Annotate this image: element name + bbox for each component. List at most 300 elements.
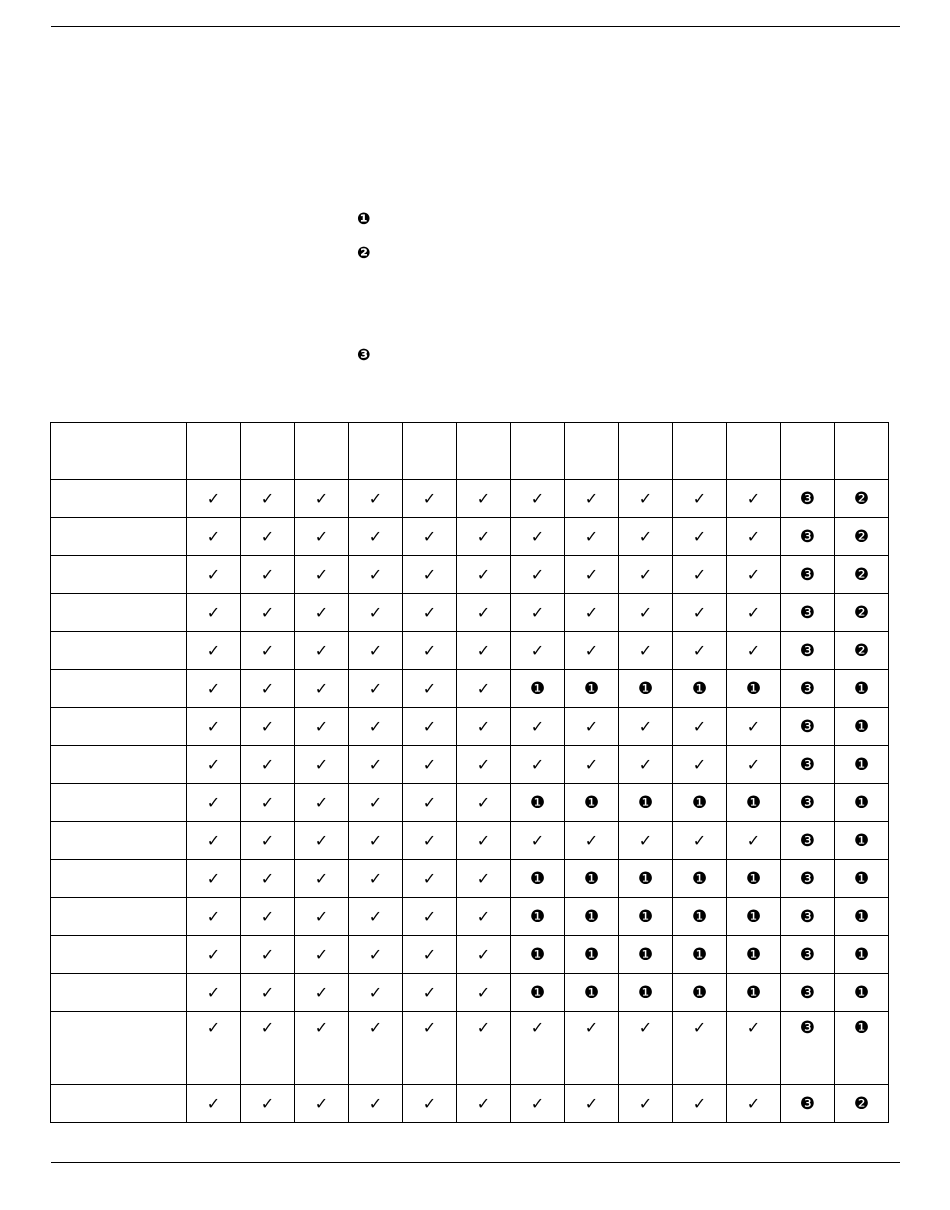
check-mark-icon: ✓ <box>206 793 221 812</box>
check-mark-icon: ✓ <box>746 641 761 660</box>
check-mark-icon: ✓ <box>422 679 437 698</box>
check-mark-icon: ✓ <box>476 869 491 888</box>
check-mark-icon: ✓ <box>584 641 599 660</box>
table-cell <box>727 632 781 670</box>
column-header <box>403 423 457 480</box>
table-cell <box>619 670 673 708</box>
table-cell <box>511 746 565 784</box>
check-mark-icon: ✓ <box>692 1018 707 1037</box>
check-mark-icon: ✓ <box>692 565 707 584</box>
table-row <box>51 594 889 632</box>
footnote-marker: ❷ <box>853 602 870 623</box>
table-cell <box>349 632 403 670</box>
table-cell <box>295 784 349 822</box>
check-mark-icon: ✓ <box>368 679 383 698</box>
table-cell <box>241 898 295 936</box>
check-mark-icon: ✓ <box>530 1018 545 1037</box>
row-label <box>51 518 187 556</box>
footnote-marker: ❸ <box>799 640 816 661</box>
table-cell <box>241 822 295 860</box>
table-row <box>51 822 889 860</box>
check-mark-icon: ✓ <box>584 489 599 508</box>
footnote-marker: ❶ <box>853 868 870 889</box>
check-mark-icon: ✓ <box>260 717 275 736</box>
check-mark-icon: ✓ <box>368 945 383 964</box>
check-mark-icon: ✓ <box>422 945 437 964</box>
column-header <box>241 423 295 480</box>
column-header <box>349 423 403 480</box>
table-cell <box>619 860 673 898</box>
check-mark-icon: ✓ <box>206 489 221 508</box>
table-cell <box>241 860 295 898</box>
table-cell <box>457 1085 511 1123</box>
check-mark-icon: ✓ <box>746 755 761 774</box>
row-label <box>51 1085 187 1123</box>
table-cell <box>565 556 619 594</box>
check-mark-icon: ✓ <box>260 641 275 660</box>
table-cell <box>349 1012 403 1085</box>
check-mark-icon: ✓ <box>476 603 491 622</box>
table-cell <box>403 594 457 632</box>
check-mark-icon: ✓ <box>314 641 329 660</box>
table-cell <box>565 974 619 1012</box>
table-cell <box>511 936 565 974</box>
table-cell <box>295 822 349 860</box>
table-cell <box>673 898 727 936</box>
footnote-marker: ❶ <box>637 944 654 965</box>
table-cell <box>565 936 619 974</box>
table-cell <box>187 784 241 822</box>
table-cell <box>727 936 781 974</box>
footnote-marker: ❶ <box>637 906 654 927</box>
table-cell <box>727 708 781 746</box>
table-cell <box>187 822 241 860</box>
footnote-marker: ❶ <box>691 982 708 1003</box>
check-mark-icon: ✓ <box>692 755 707 774</box>
table-cell <box>727 784 781 822</box>
table-cell <box>673 974 727 1012</box>
check-mark-icon: ✓ <box>530 603 545 622</box>
table-cell <box>511 518 565 556</box>
table-cell <box>835 860 889 898</box>
table-cell <box>565 518 619 556</box>
table-cell <box>295 556 349 594</box>
check-mark-icon: ✓ <box>368 1018 383 1037</box>
table-cell <box>619 784 673 822</box>
column-header <box>511 423 565 480</box>
check-mark-icon: ✓ <box>584 603 599 622</box>
check-mark-icon: ✓ <box>314 603 329 622</box>
table-cell <box>349 974 403 1012</box>
table-cell <box>241 670 295 708</box>
check-mark-icon: ✓ <box>206 1094 221 1113</box>
table-cell <box>187 1085 241 1123</box>
row-label <box>51 708 187 746</box>
check-mark-icon: ✓ <box>476 983 491 1002</box>
table-cell <box>295 708 349 746</box>
table-cell <box>565 784 619 822</box>
check-mark-icon: ✓ <box>476 717 491 736</box>
table-cell <box>727 974 781 1012</box>
check-mark-icon: ✓ <box>692 641 707 660</box>
table-cell <box>565 480 619 518</box>
check-mark-icon: ✓ <box>206 527 221 546</box>
table-row <box>51 670 889 708</box>
check-mark-icon: ✓ <box>314 1018 329 1037</box>
table-cell <box>835 898 889 936</box>
check-mark-icon: ✓ <box>368 793 383 812</box>
table-cell <box>673 936 727 974</box>
check-mark-icon: ✓ <box>314 983 329 1002</box>
check-mark-icon: ✓ <box>746 527 761 546</box>
check-mark-icon: ✓ <box>314 945 329 964</box>
table-cell <box>511 974 565 1012</box>
table-cell <box>403 898 457 936</box>
check-mark-icon: ✓ <box>692 1094 707 1113</box>
table-cell <box>295 1012 349 1085</box>
check-mark-icon: ✓ <box>314 755 329 774</box>
footnote-marker: ❸ <box>799 1018 816 1038</box>
table-cell <box>781 708 835 746</box>
table-cell <box>835 670 889 708</box>
check-mark-icon: ✓ <box>746 603 761 622</box>
table-cell <box>241 518 295 556</box>
check-mark-icon: ✓ <box>530 641 545 660</box>
table-cell <box>403 518 457 556</box>
column-header <box>187 423 241 480</box>
check-mark-icon: ✓ <box>422 641 437 660</box>
footnote-marker: ❶ <box>745 678 762 699</box>
row-label <box>51 784 187 822</box>
check-mark-icon: ✓ <box>368 603 383 622</box>
footnote-marker: ❶ <box>529 678 546 699</box>
table-cell <box>457 480 511 518</box>
check-mark-icon: ✓ <box>314 565 329 584</box>
table-cell <box>295 632 349 670</box>
check-mark-icon: ✓ <box>260 527 275 546</box>
row-label <box>51 556 187 594</box>
table-cell <box>835 708 889 746</box>
check-mark-icon: ✓ <box>314 679 329 698</box>
table-cell <box>781 670 835 708</box>
table-cell <box>403 1085 457 1123</box>
check-mark-icon: ✓ <box>476 755 491 774</box>
table-cell <box>403 632 457 670</box>
check-mark-icon: ✓ <box>422 603 437 622</box>
table-cell <box>727 1085 781 1123</box>
check-mark-icon: ✓ <box>584 717 599 736</box>
table-cell <box>241 594 295 632</box>
table-cell <box>295 518 349 556</box>
check-mark-icon: ✓ <box>260 755 275 774</box>
table-cell <box>349 556 403 594</box>
check-mark-icon: ✓ <box>584 831 599 850</box>
check-mark-icon: ✓ <box>638 641 653 660</box>
table-cell <box>727 670 781 708</box>
footnote-marker: ❶ <box>691 944 708 965</box>
footnote-marker: ❸ <box>799 602 816 623</box>
table-cell <box>781 556 835 594</box>
footnote-marker: ❶ <box>529 944 546 965</box>
footnote-marker: ❶ <box>583 792 600 813</box>
row-label <box>51 860 187 898</box>
check-mark-icon: ✓ <box>692 489 707 508</box>
table-cell <box>241 1085 295 1123</box>
table-cell <box>241 632 295 670</box>
table-header-row <box>51 423 889 480</box>
check-mark-icon: ✓ <box>206 679 221 698</box>
table-cell <box>835 632 889 670</box>
check-mark-icon: ✓ <box>314 831 329 850</box>
check-mark-icon: ✓ <box>368 527 383 546</box>
table-cell <box>781 632 835 670</box>
footnote-2-marker: ❷ <box>357 243 371 262</box>
check-mark-icon: ✓ <box>476 641 491 660</box>
table-cell <box>349 784 403 822</box>
footnote-marker: ❶ <box>529 982 546 1003</box>
check-mark-icon: ✓ <box>368 717 383 736</box>
check-mark-icon: ✓ <box>422 869 437 888</box>
check-mark-icon: ✓ <box>476 831 491 850</box>
check-mark-icon: ✓ <box>368 755 383 774</box>
check-mark-icon: ✓ <box>260 869 275 888</box>
row-label <box>51 594 187 632</box>
footnote-marker: ❶ <box>583 678 600 699</box>
table-cell <box>673 784 727 822</box>
footnote-marker: ❸ <box>799 488 816 509</box>
row-label <box>51 822 187 860</box>
footnote-marker: ❸ <box>799 792 816 813</box>
check-mark-icon: ✓ <box>476 679 491 698</box>
footnote-marker: ❶ <box>853 830 870 851</box>
table-cell <box>565 860 619 898</box>
check-mark-icon: ✓ <box>746 1018 761 1037</box>
check-mark-icon: ✓ <box>368 565 383 584</box>
table-cell <box>457 784 511 822</box>
table-cell <box>619 708 673 746</box>
table-cell <box>781 936 835 974</box>
table-cell <box>511 1012 565 1085</box>
footnote-marker: ❷ <box>853 564 870 585</box>
check-mark-icon: ✓ <box>638 527 653 546</box>
table-cell <box>673 860 727 898</box>
check-mark-icon: ✓ <box>746 1094 761 1113</box>
check-mark-icon: ✓ <box>422 983 437 1002</box>
table-cell <box>403 822 457 860</box>
table-row <box>51 708 889 746</box>
check-mark-icon: ✓ <box>368 489 383 508</box>
footnote-marker: ❶ <box>853 678 870 699</box>
table-cell <box>457 746 511 784</box>
check-mark-icon: ✓ <box>260 489 275 508</box>
footnote-marker: ❸ <box>799 678 816 699</box>
table-cell <box>511 860 565 898</box>
check-mark-icon: ✓ <box>368 983 383 1002</box>
check-mark-icon: ✓ <box>260 907 275 926</box>
table-cell <box>187 860 241 898</box>
footnote-marker: ❶ <box>637 678 654 699</box>
table-cell <box>457 708 511 746</box>
table-cell <box>727 556 781 594</box>
row-label <box>51 898 187 936</box>
table-cell <box>565 1085 619 1123</box>
table-cell <box>457 670 511 708</box>
table-row <box>51 480 889 518</box>
check-mark-icon: ✓ <box>206 869 221 888</box>
table-cell <box>403 974 457 1012</box>
check-mark-icon: ✓ <box>206 1018 221 1037</box>
footnote-1-marker: ❶ <box>357 209 371 228</box>
table-cell <box>673 670 727 708</box>
table-row <box>51 632 889 670</box>
table-cell <box>727 822 781 860</box>
table-cell <box>619 1085 673 1123</box>
table-cell <box>673 594 727 632</box>
row-label <box>51 974 187 1012</box>
table-cell <box>295 936 349 974</box>
table-cell <box>781 746 835 784</box>
footnote-marker: ❶ <box>853 792 870 813</box>
footnote-marker: ❷ <box>853 526 870 547</box>
check-mark-icon: ✓ <box>260 793 275 812</box>
table-cell <box>619 480 673 518</box>
table-cell <box>619 594 673 632</box>
table-cell <box>565 632 619 670</box>
table-cell <box>187 518 241 556</box>
table-cell <box>295 670 349 708</box>
table-cell <box>619 974 673 1012</box>
table-row <box>51 518 889 556</box>
check-mark-icon: ✓ <box>638 603 653 622</box>
column-header <box>727 423 781 480</box>
check-mark-icon: ✓ <box>638 565 653 584</box>
table-cell <box>349 746 403 784</box>
footnote-marker: ❶ <box>529 868 546 889</box>
footnote-marker: ❶ <box>691 792 708 813</box>
table-cell <box>565 822 619 860</box>
table-cell <box>781 822 835 860</box>
footnote-marker: ❶ <box>691 906 708 927</box>
compatibility-table <box>50 422 889 1123</box>
header-rule <box>51 26 900 27</box>
footnote-marker: ❶ <box>745 792 762 813</box>
table-cell <box>835 746 889 784</box>
check-mark-icon: ✓ <box>260 1018 275 1037</box>
check-mark-icon: ✓ <box>692 831 707 850</box>
check-mark-icon: ✓ <box>476 489 491 508</box>
row-label <box>51 746 187 784</box>
table-cell <box>403 1012 457 1085</box>
row-label <box>51 480 187 518</box>
footnote-marker: ❶ <box>691 868 708 889</box>
table-cell <box>673 632 727 670</box>
table-cell <box>565 708 619 746</box>
table-cell <box>403 708 457 746</box>
footnote-marker: ❶ <box>529 792 546 813</box>
footnote-marker: ❸ <box>799 944 816 965</box>
check-mark-icon: ✓ <box>314 527 329 546</box>
footnote-marker: ❶ <box>853 1018 870 1038</box>
check-mark-icon: ✓ <box>692 717 707 736</box>
table-cell <box>187 670 241 708</box>
check-mark-icon: ✓ <box>206 755 221 774</box>
table-row <box>51 1012 889 1085</box>
table-cell <box>619 556 673 594</box>
table-cell <box>349 822 403 860</box>
table-cell <box>565 594 619 632</box>
table-cell <box>835 480 889 518</box>
footnote-marker: ❸ <box>799 526 816 547</box>
table-cell <box>295 1085 349 1123</box>
table-cell <box>241 556 295 594</box>
table-cell <box>781 974 835 1012</box>
check-mark-icon: ✓ <box>530 717 545 736</box>
table-cell <box>457 936 511 974</box>
table-cell <box>349 670 403 708</box>
footnote-marker: ❶ <box>745 982 762 1003</box>
table-cell <box>619 632 673 670</box>
table-cell <box>565 746 619 784</box>
check-mark-icon: ✓ <box>206 983 221 1002</box>
check-mark-icon: ✓ <box>584 527 599 546</box>
table-cell <box>457 860 511 898</box>
table-row <box>51 746 889 784</box>
check-mark-icon: ✓ <box>746 489 761 508</box>
table-cell <box>241 480 295 518</box>
footnote-marker: ❸ <box>799 982 816 1003</box>
check-mark-icon: ✓ <box>260 831 275 850</box>
check-mark-icon: ✓ <box>368 869 383 888</box>
check-mark-icon: ✓ <box>368 831 383 850</box>
row-label <box>51 1012 187 1085</box>
table-cell <box>565 1012 619 1085</box>
table-cell <box>511 632 565 670</box>
footnote-marker: ❶ <box>583 982 600 1003</box>
table-cell <box>241 784 295 822</box>
table-cell <box>565 898 619 936</box>
footnote-marker: ❸ <box>799 1093 816 1114</box>
table-cell <box>457 898 511 936</box>
footnote-marker: ❶ <box>853 944 870 965</box>
table-cell <box>781 1085 835 1123</box>
table-cell <box>511 1085 565 1123</box>
column-header <box>565 423 619 480</box>
check-mark-icon: ✓ <box>206 717 221 736</box>
check-mark-icon: ✓ <box>422 831 437 850</box>
footnote-1 <box>357 211 375 227</box>
footnote-marker: ❶ <box>853 982 870 1003</box>
table-cell <box>511 670 565 708</box>
table-cell <box>187 898 241 936</box>
column-header <box>673 423 727 480</box>
footnote-marker: ❶ <box>637 982 654 1003</box>
table-body <box>51 480 889 1123</box>
check-mark-icon: ✓ <box>746 717 761 736</box>
table-cell <box>349 480 403 518</box>
table-cell <box>835 1085 889 1123</box>
table-cell <box>349 594 403 632</box>
check-mark-icon: ✓ <box>206 907 221 926</box>
check-mark-icon: ✓ <box>260 983 275 1002</box>
table-cell <box>403 556 457 594</box>
table-cell <box>349 518 403 556</box>
table-cell <box>673 822 727 860</box>
table-cell <box>511 556 565 594</box>
footnote-marker: ❶ <box>583 906 600 927</box>
table-cell <box>187 594 241 632</box>
check-mark-icon: ✓ <box>314 907 329 926</box>
table-cell <box>835 936 889 974</box>
